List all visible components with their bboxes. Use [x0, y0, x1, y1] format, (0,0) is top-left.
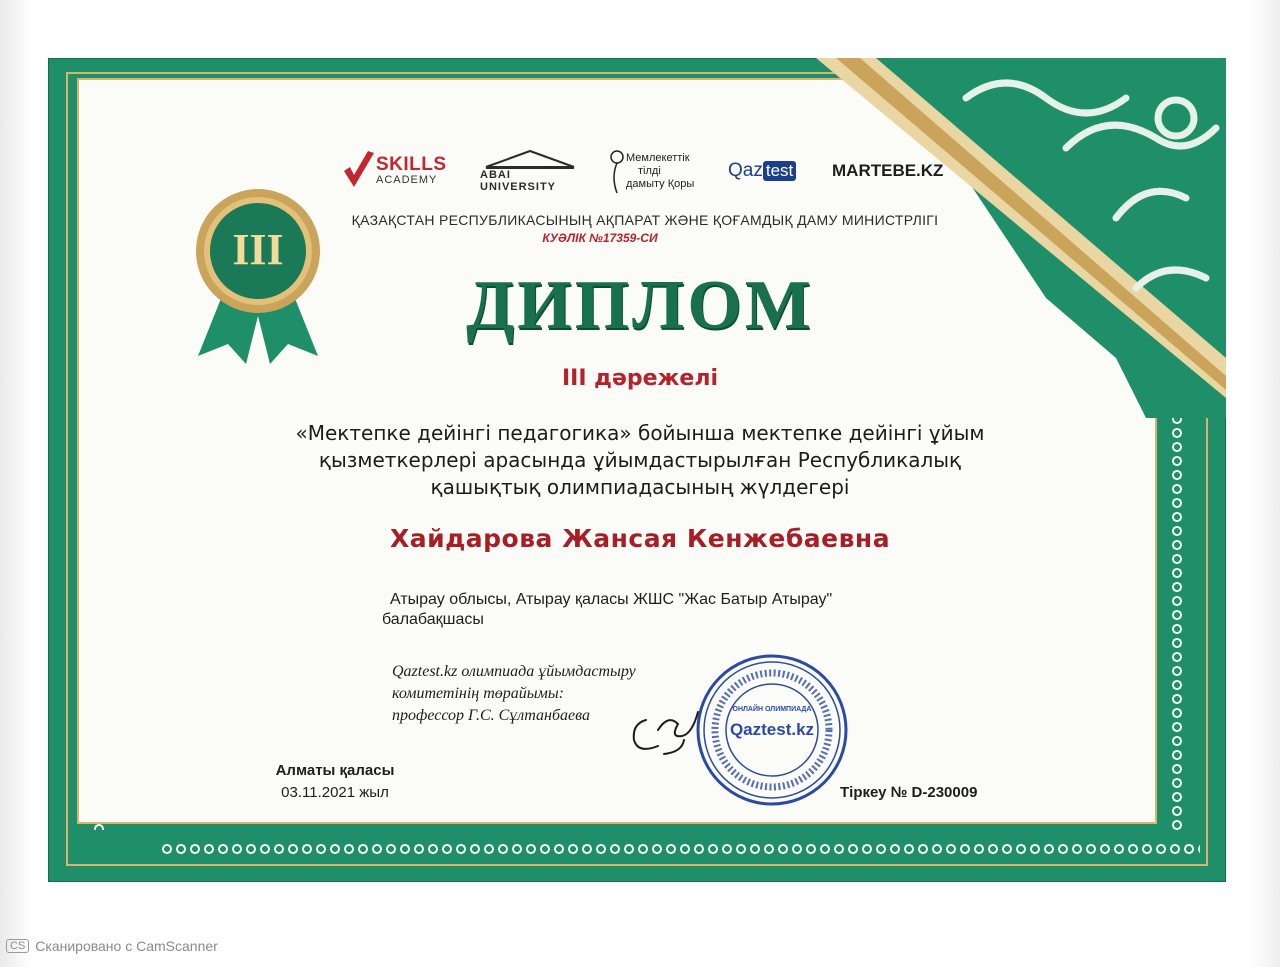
stamp-center-text: Qaztest.kz [729, 720, 815, 739]
fund-figure-icon [608, 147, 626, 195]
organization-line1: Атырау облысы, Атырау қаласы ЖШС "Жас Батыр Атырау" [390, 591, 833, 608]
place-and-date [240, 760, 430, 804]
camscanner-badge: CS [6, 939, 29, 953]
issue-date: 03.11.2021 жыл [281, 784, 389, 801]
organization-line2: балабақшасы [382, 611, 484, 628]
description-line3: қашықтық олимпиадасының жүлдегері [430, 475, 850, 499]
qaztest-prefix: Qaz [728, 160, 763, 181]
abai-text: ABAI UNIVERSITY [480, 169, 557, 193]
medal-label: III [232, 225, 284, 274]
committee-line1: Qaztest.kz олимпиада ұйымдастыру [392, 663, 636, 680]
skills-subtitle: ACADEMY [376, 174, 438, 186]
license-number: КУӘЛІК №17359-СИ [542, 231, 658, 245]
city-name: Алматы қаласы [275, 762, 395, 779]
diploma-title: ДИПЛОМ [466, 267, 814, 344]
organization [382, 590, 942, 630]
qaztest-box: test [763, 161, 796, 181]
stamp-small-text: ОНЛАЙН ОЛИМПИАДА [732, 706, 812, 713]
partner-logos [340, 142, 944, 202]
registration-number: Тіркеу № D-230009 [840, 784, 978, 801]
description-line1: «Мектепке дейінгі педагогика» бойынша мектепке дейінгі ұйым [295, 421, 985, 445]
description-line2: қызметкерлері арасында ұйымдастырылған Республикалық [318, 448, 962, 472]
degree-label: III дәрежелі [561, 366, 719, 391]
ornament-band-bottom [160, 842, 1200, 856]
qaztest-logo [728, 142, 796, 200]
committee-line2: комитетінің төрайымы: [392, 685, 565, 702]
recipient-name: Хайдарова Жансая Кенжебаевна [389, 524, 891, 553]
committee-line3: профессор Г.С. Сұлтанбаева [392, 707, 590, 724]
skills-check-icon [340, 147, 376, 195]
building-icon [482, 149, 578, 169]
ministry-heading: ҚАЗАҚСТАН РЕСПУБЛИКАСЫНЫҢ АҚПАРАТ ЖӘНЕ ҚОҒАМДЫҚ ДАМУ МИНИСТРЛІГІ [351, 212, 939, 228]
fund-line2: тілді [638, 164, 661, 177]
skills-title: SKILLS [376, 154, 447, 175]
scanner-watermark [6, 938, 218, 954]
language-fund-logo [608, 142, 718, 200]
martebe-logo: MARTEBE.KZ [832, 161, 944, 180]
abai-university-logo [480, 142, 580, 200]
award-description [250, 420, 1030, 501]
fund-line3: дамыту Қоры [626, 177, 695, 190]
camscanner-text: Сканировано с CamScanner [35, 938, 218, 954]
skills-academy-logo [340, 142, 450, 200]
fund-line1: Мемлекеттік [626, 151, 690, 164]
